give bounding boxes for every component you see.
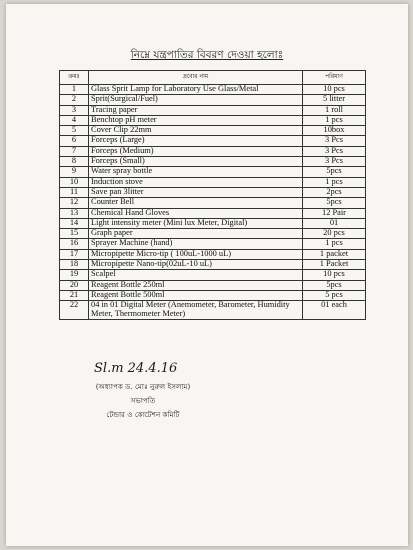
cell-item: Forceps (Small) — [89, 157, 303, 167]
cell-sl: 9 — [60, 167, 89, 177]
table-row — [60, 177, 366, 187]
cell-sl: 1 — [60, 85, 89, 95]
signatory-role: সভাপতি — [130, 396, 156, 405]
cell-item: Reagent Bottle 500ml — [89, 290, 303, 300]
header-quantity: পরিমাণ — [303, 71, 366, 85]
table-row — [60, 167, 366, 177]
cell-item: Sprit(Surgical/Fuel) — [89, 95, 303, 105]
document-heading: নিম্নে যন্ত্রপাতির বিবরণ দেওয়া হলোঃ — [130, 49, 284, 61]
header-item-name: দ্রব্যের নাম — [89, 71, 303, 85]
cell-qty: 1 roll — [303, 105, 366, 115]
cell-item: Benchtop pH meter — [89, 115, 303, 125]
cell-item: Induction stove — [89, 177, 303, 187]
cell-qty: 10 pcs — [303, 85, 366, 95]
cell-sl: 6 — [60, 136, 89, 146]
table-row — [60, 218, 366, 228]
signatory-name: (অধ্যাপক ড. মোঃ নুরুল ইসলাম) — [95, 382, 191, 391]
table-row — [60, 290, 366, 300]
table-row — [60, 146, 366, 156]
cell-sl: 10 — [60, 177, 89, 187]
cell-sl: 21 — [60, 290, 89, 300]
table-row — [60, 95, 366, 105]
cell-qty: 2pcs — [303, 187, 366, 197]
cell-qty: 5pcs — [303, 198, 366, 208]
cell-qty: 1 pcs — [303, 239, 366, 249]
table-header-row — [60, 71, 366, 85]
cell-sl: 20 — [60, 280, 89, 290]
table-row — [60, 239, 366, 249]
cell-qty: 1 Packet — [303, 260, 366, 270]
cell-qty: 5pcs — [303, 280, 366, 290]
table-row — [60, 136, 366, 146]
cell-qty: 01 each — [303, 301, 366, 320]
table-body — [60, 85, 366, 320]
cell-item: Micropipette Nano-tip(02uL-10 uL) — [89, 260, 303, 270]
cell-item: Save pan 3litter — [89, 187, 303, 197]
cell-item: Glass Sprit Lamp for Laboratory Use Glass/Metal — [89, 85, 303, 95]
cell-sl: 15 — [60, 229, 89, 239]
cell-item: Micropipette Micro-tip ( 100uL-1000 uL) — [89, 249, 303, 259]
cell-sl: 2 — [60, 95, 89, 105]
cell-item: Light intensity meter (Mini lux Meter, Digital) — [89, 218, 303, 228]
cell-item: Chemical Hand Gloves — [89, 208, 303, 218]
cell-qty: 20 pcs — [303, 229, 366, 239]
header-serial: ক্রমঃ — [60, 71, 89, 85]
cell-qty: 12 Pair — [303, 208, 366, 218]
cell-qty: 3 Pcs — [303, 146, 366, 156]
cell-sl: 12 — [60, 198, 89, 208]
table-row — [60, 85, 366, 95]
table-row — [60, 208, 366, 218]
cell-qty: 1 pcs — [303, 177, 366, 187]
table-row — [60, 115, 366, 125]
cell-item: Forceps (Large) — [89, 136, 303, 146]
cell-item: Graph paper — [89, 229, 303, 239]
signature-block — [68, 380, 218, 422]
cell-sl: 5 — [60, 126, 89, 136]
cell-sl: 19 — [60, 270, 89, 280]
cell-qty: 3 Pcs — [303, 136, 366, 146]
cell-sl: 8 — [60, 157, 89, 167]
cell-sl: 17 — [60, 249, 89, 259]
cell-item: Forceps (Medium) — [89, 146, 303, 156]
table-row — [60, 229, 366, 239]
table-row — [60, 280, 366, 290]
cell-sl: 3 — [60, 105, 89, 115]
table-row — [60, 198, 366, 208]
cell-qty: 10box — [303, 126, 366, 136]
cell-sl: 4 — [60, 115, 89, 125]
equipment-table — [59, 70, 366, 320]
cell-qty: 5pcs — [303, 167, 366, 177]
cell-qty: 5 pcs — [303, 290, 366, 300]
cell-qty: 5 litter — [303, 95, 366, 105]
cell-item: Counter Bell — [89, 198, 303, 208]
cell-item: Tracing paper — [89, 105, 303, 115]
cell-item: Cover Clip 22mm — [89, 126, 303, 136]
table-row — [60, 301, 366, 320]
table-row — [60, 249, 366, 259]
table-row — [60, 270, 366, 280]
cell-sl: 11 — [60, 187, 89, 197]
cell-sl: 18 — [60, 260, 89, 270]
handwritten-signature: Sl.m 24.4.16 — [94, 361, 178, 376]
cell-item: 04 in 01 Digital Meter (Anemometer, Barometer, Humidity Meter, Thermometer Meter) — [89, 301, 303, 320]
cell-sl: 7 — [60, 146, 89, 156]
cell-qty: 01 — [303, 218, 366, 228]
table-row — [60, 260, 366, 270]
table-row — [60, 105, 366, 115]
cell-sl: 13 — [60, 208, 89, 218]
cell-item: Sprayer Machine (hand) — [89, 239, 303, 249]
table-row — [60, 157, 366, 167]
cell-sl: 14 — [60, 218, 89, 228]
cell-item: Water spray bottle — [89, 167, 303, 177]
cell-item: Scalpel — [89, 270, 303, 280]
cell-item: Reagent Bottle 250ml — [89, 280, 303, 290]
document-page — [6, 4, 408, 546]
cell-sl: 16 — [60, 239, 89, 249]
cell-qty: 1 pcs — [303, 115, 366, 125]
cell-qty: 10 pcs — [303, 270, 366, 280]
cell-sl: 22 — [60, 301, 89, 320]
committee-name: টেন্ডার ও কোটেশন কমিটি — [106, 410, 180, 419]
cell-qty: 1 packet — [303, 249, 366, 259]
cell-qty: 3 Pcs — [303, 157, 366, 167]
table-row — [60, 126, 366, 136]
table-row — [60, 187, 366, 197]
